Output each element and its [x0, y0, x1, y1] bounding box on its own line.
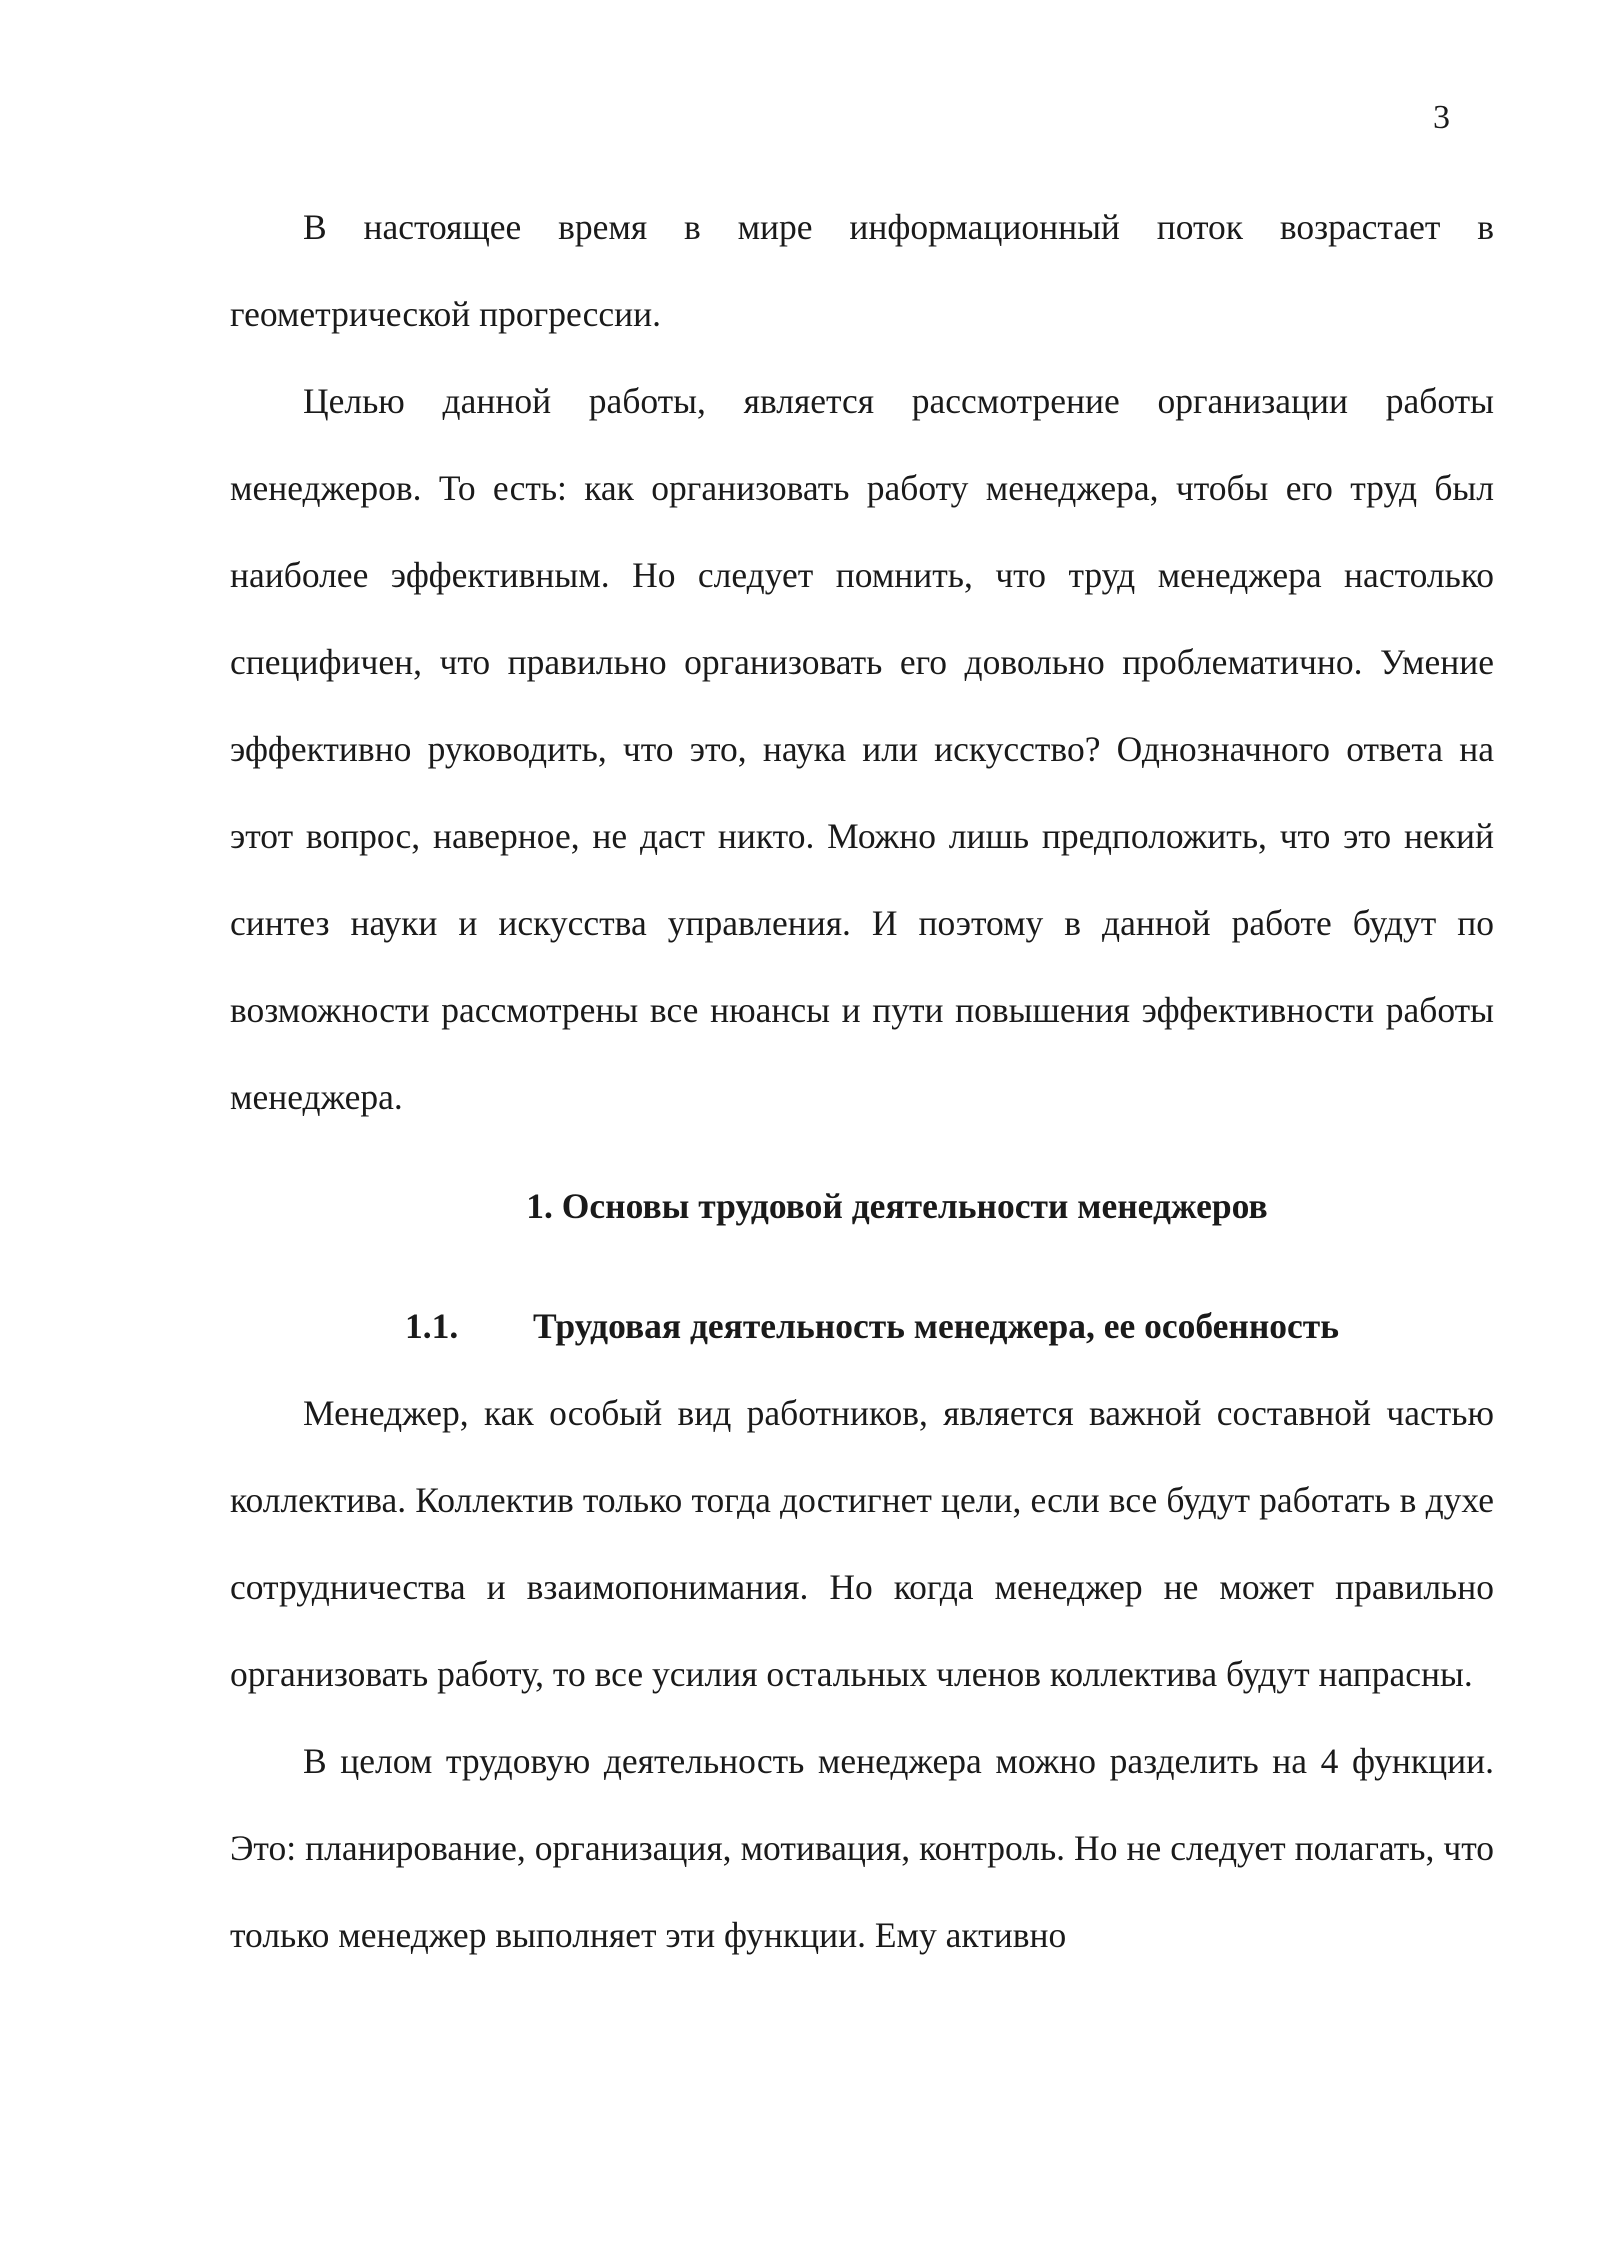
page-number: 3 [1433, 99, 1450, 136]
section-heading: 1. Основы трудовой деятельности менеджеров [526, 1186, 1268, 1226]
subsection-title: Трудовая деятельность менеджера, ее особенность [533, 1306, 1340, 1346]
subsection-heading [230, 1283, 1494, 1370]
page-content [230, 184, 1494, 1979]
paragraph-body-1: Менеджер, как особый вид работников, является важной составной частью коллектива. Коллектив только тогда достигнет цели, если все будут работать в духе сотрудничества и взаимопонимания. Но когда менеджер не может правильно организовать работу, то все усилия остальных членов коллектива будут напрасны. [230, 1393, 1494, 1694]
paragraph-intro-1: В настоящее время в мире информационный поток возрастает в геометрической прогрессии. [230, 207, 1494, 334]
paragraph-intro-2: Целью данной работы, является рассмотрение организации работы менеджеров. То есть: как организовать работу менеджера, чтобы его труд был наиболее эффективным. Но следует помнить, что труд менеджера настолько специфичен, что правильно организовать его довольно проблематично. Умение эффективно руководить, что это, наука или искусство? Однозначного ответа на этот вопрос, наверное, не даст никто. Можно лишь предположить, что это некий синтез науки и искусства управления. И поэтому в данной работе будут по возможности рассмотрены все нюансы и пути повышения эффективности работы менеджера. [230, 381, 1494, 1117]
subsection-number: 1.1. [405, 1306, 459, 1346]
paragraph-body-2: В целом трудовую деятельность менеджера можно разделить на 4 функции. Это: планирование, организация, мотивация, контроль. Но не следует полагать, что только менеджер выполняет эти функции. Ему активно [230, 1741, 1494, 1955]
